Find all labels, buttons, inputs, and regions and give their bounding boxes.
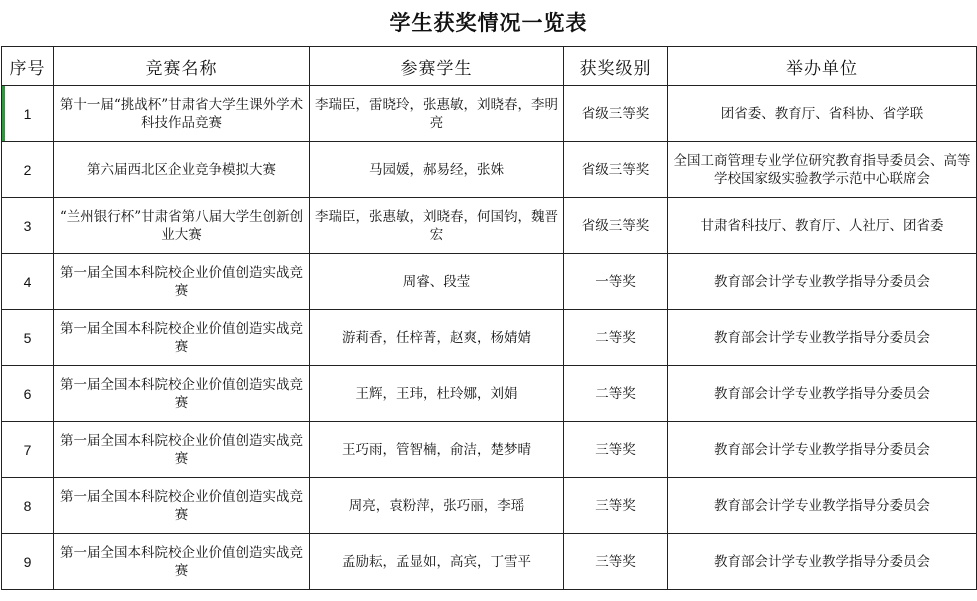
cell-organizer[interactable]: 教育部会计学专业教学指导分委员会: [668, 310, 977, 366]
cell-competition[interactable]: “兰州银行杯”甘肃省第八届大学生创新创业大赛: [54, 198, 310, 254]
cell-seq[interactable]: 5: [2, 310, 54, 366]
cell-students[interactable]: 周睿、段莹: [310, 254, 564, 310]
cell-seq[interactable]: 3: [2, 198, 54, 254]
cell-level[interactable]: 二等奖: [564, 366, 668, 422]
table-row: [2, 366, 977, 422]
cell-seq[interactable]: 1: [2, 86, 54, 142]
cell-students[interactable]: 李瑞臣，张惠敏，刘晓春，何国钧，魏晋宏: [310, 198, 564, 254]
table-row: [2, 422, 977, 478]
cell-organizer[interactable]: 教育部会计学专业教学指导分委员会: [668, 534, 977, 590]
cell-seq[interactable]: 4: [2, 254, 54, 310]
cell-organizer[interactable]: 团省委、教育厅、省科协、省学联: [668, 86, 977, 142]
cell-level[interactable]: 三等奖: [564, 534, 668, 590]
header-cell-level[interactable]: 获奖级别: [564, 47, 668, 86]
cell-seq[interactable]: 2: [2, 142, 54, 198]
cell-organizer[interactable]: 教育部会计学专业教学指导分委员会: [668, 254, 977, 310]
cell-students[interactable]: 周亮，袁粉萍，张巧丽，李瑶: [310, 478, 564, 534]
cell-competition[interactable]: 第一届全国本科院校企业价值创造实战竞赛: [54, 422, 310, 478]
cell-students[interactable]: 王辉，王玮，杜玲娜，刘娟: [310, 366, 564, 422]
cell-students[interactable]: 王巧雨，管智楠，俞洁，楚梦晴: [310, 422, 564, 478]
page-title: 学生获奖情况一览表: [389, 10, 588, 35]
cell-seq[interactable]: 9: [2, 534, 54, 590]
cell-competition[interactable]: 第六届西北区企业竞争模拟大赛: [54, 142, 310, 198]
cell-level[interactable]: 一等奖: [564, 254, 668, 310]
header-row: [2, 47, 977, 86]
header-cell-seq[interactable]: 序号: [2, 47, 54, 86]
header-cell-competition[interactable]: 竞赛名称: [54, 47, 310, 86]
cell-competition[interactable]: 第一届全国本科院校企业价值创造实战竞赛: [54, 254, 310, 310]
header-cell-organizer[interactable]: 举办单位: [668, 47, 977, 86]
cell-competition[interactable]: 第十一届“挑战杯”甘肃省大学生课外学术科技作品竞赛: [54, 86, 310, 142]
table-row: [2, 142, 977, 198]
cell-level[interactable]: 省级三等奖: [564, 142, 668, 198]
cell-students[interactable]: 马园媛，郝易经，张姝: [310, 142, 564, 198]
cell-organizer[interactable]: 全国工商管理专业学位研究教育指导委员会、高等学校国家级实验教学示范中心联席会: [668, 142, 977, 198]
cell-seq[interactable]: 8: [2, 478, 54, 534]
table-row: [2, 534, 977, 590]
cell-students[interactable]: 孟励耘，孟显如，高宾，丁雪平: [310, 534, 564, 590]
table-row: [2, 86, 977, 142]
cell-level[interactable]: 省级三等奖: [564, 86, 668, 142]
table-row: [2, 478, 977, 534]
cell-level[interactable]: 三等奖: [564, 422, 668, 478]
cell-competition[interactable]: 第一届全国本科院校企业价值创造实战竞赛: [54, 478, 310, 534]
cell-students[interactable]: 李瑞臣，雷晓玲，张惠敏，刘晓春，李明亮: [310, 86, 564, 142]
cell-organizer[interactable]: 教育部会计学专业教学指导分委员会: [668, 478, 977, 534]
cell-organizer[interactable]: 甘肃省科技厅、教育厅、人社厅、团省委: [668, 198, 977, 254]
cell-organizer[interactable]: 教育部会计学专业教学指导分委员会: [668, 422, 977, 478]
cell-level[interactable]: 三等奖: [564, 478, 668, 534]
table-row: [2, 254, 977, 310]
cell-level[interactable]: 二等奖: [564, 310, 668, 366]
cell-students[interactable]: 游莉香，任梓菁，赵爽，杨婧婧: [310, 310, 564, 366]
cell-organizer[interactable]: 教育部会计学专业教学指导分委员会: [668, 366, 977, 422]
table-row: [2, 310, 977, 366]
awards-table: [1, 46, 977, 590]
cell-competition[interactable]: 第一届全国本科院校企业价值创造实战竞赛: [54, 534, 310, 590]
cell-competition[interactable]: 第一届全国本科院校企业价值创造实战竞赛: [54, 310, 310, 366]
cell-competition[interactable]: 第一届全国本科院校企业价值创造实战竞赛: [54, 366, 310, 422]
cell-seq[interactable]: 7: [2, 422, 54, 478]
cell-level[interactable]: 省级三等奖: [564, 198, 668, 254]
table-row: [2, 198, 977, 254]
header-cell-students[interactable]: 参赛学生: [310, 47, 564, 86]
cell-seq[interactable]: 6: [2, 366, 54, 422]
